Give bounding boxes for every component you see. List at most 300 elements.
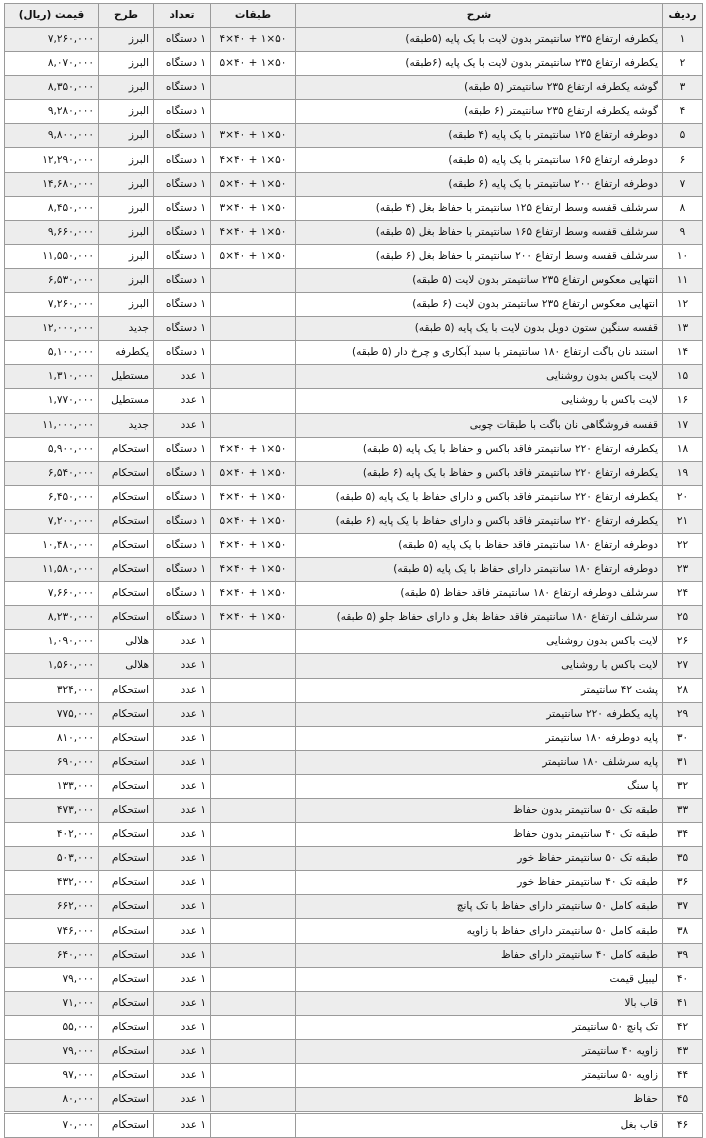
price-cell: ۳۲۴,۰۰۰ xyxy=(5,678,99,702)
price-cell: ۱۱,۰۰۰,۰۰۰ xyxy=(5,413,99,437)
count-cell: ۱ عدد xyxy=(154,1113,211,1138)
count-cell: ۱ دستگاه xyxy=(154,606,211,630)
price-cell: ۱۱,۵۸۰,۰۰۰ xyxy=(5,558,99,582)
table-row xyxy=(5,799,703,823)
table-row xyxy=(5,413,703,437)
row-number-cell: ۴۵ xyxy=(663,1088,703,1113)
shelves-cell xyxy=(211,268,296,292)
description-cell: لایت باکس بدون روشنایی xyxy=(296,630,663,654)
table-row xyxy=(5,461,703,485)
shelves-cell xyxy=(211,774,296,798)
description-cell: طبقه کامل ۵۰ سانتیمتر دارای حفاظ با تک پانچ xyxy=(296,895,663,919)
design-cell: البرز xyxy=(99,124,154,148)
count-cell: ۱ عدد xyxy=(154,967,211,991)
shelves-cell: ۵×۴۰ + ۱×۵۰ xyxy=(211,52,296,76)
row-number-cell: ۱۶ xyxy=(663,389,703,413)
row-number-cell: ۲۰ xyxy=(663,485,703,509)
description-cell: سرشلف قفسه وسط ارتفاع ۱۲۵ سانتیمتر با حفاظ بغل (۴ طبقه) xyxy=(296,196,663,220)
design-cell: استحکام xyxy=(99,871,154,895)
count-cell: ۱ دستگاه xyxy=(154,558,211,582)
table-row xyxy=(5,823,703,847)
count-cell: ۱ عدد xyxy=(154,630,211,654)
table-row xyxy=(5,678,703,702)
description-cell: لیبیل قیمت xyxy=(296,967,663,991)
price-cell: ۵۵,۰۰۰ xyxy=(5,1015,99,1039)
count-cell: ۱ عدد xyxy=(154,702,211,726)
count-cell: ۱ عدد xyxy=(154,413,211,437)
table-row xyxy=(5,1064,703,1088)
price-cell: ۶۹۰,۰۰۰ xyxy=(5,750,99,774)
description-cell: سرشلف ارتفاع ۱۸۰ سانتیمتر فاقد حفاظ بغل و دارای حفاظ جلو (۵ طبقه) xyxy=(296,606,663,630)
row-number-cell: ۲ xyxy=(663,52,703,76)
table-row xyxy=(5,268,703,292)
table-row xyxy=(5,485,703,509)
row-number-cell: ۲۸ xyxy=(663,678,703,702)
table-row xyxy=(5,606,703,630)
row-number-cell: ۲۵ xyxy=(663,606,703,630)
price-cell: ۱,۷۷۰,۰۰۰ xyxy=(5,389,99,413)
table-row xyxy=(5,52,703,76)
design-cell: استحکام xyxy=(99,1088,154,1113)
shelves-cell xyxy=(211,654,296,678)
count-cell: ۱ دستگاه xyxy=(154,317,211,341)
description-cell: طبقه کامل ۵۰ سانتیمتر دارای حفاظ با زاویه xyxy=(296,919,663,943)
design-cell: البرز xyxy=(99,244,154,268)
count-cell: ۱ دستگاه xyxy=(154,100,211,124)
shelves-cell: ۴×۴۰ + ۱×۵۰ xyxy=(211,558,296,582)
design-cell: استحکام xyxy=(99,750,154,774)
count-cell: ۱ عدد xyxy=(154,678,211,702)
description-cell: لایت باکس با روشنایی xyxy=(296,389,663,413)
row-number-cell: ۳۰ xyxy=(663,726,703,750)
row-number-cell: ۴ xyxy=(663,100,703,124)
description-cell: یکطرفه ارتفاع ۲۳۵ سانتیمتر بدون لایت با یک پایه (۵طبقه) xyxy=(296,28,663,52)
description-cell: طبقه کامل ۴۰ سانتیمتر دارای حفاظ xyxy=(296,943,663,967)
description-cell: پایه دوطرفه ۱۸۰ سانتیمتر xyxy=(296,726,663,750)
price-cell: ۱۰,۴۸۰,۰۰۰ xyxy=(5,533,99,557)
count-cell: ۱ دستگاه xyxy=(154,220,211,244)
design-cell: استحکام xyxy=(99,774,154,798)
table-row xyxy=(5,943,703,967)
row-number-cell: ۱۵ xyxy=(663,365,703,389)
row-number-cell: ۴۰ xyxy=(663,967,703,991)
shelves-cell: ۵×۴۰ + ۱×۵۰ xyxy=(211,172,296,196)
price-cell: ۵۰۳,۰۰۰ xyxy=(5,847,99,871)
shelves-cell: ۴×۴۰ + ۱×۵۰ xyxy=(211,582,296,606)
design-cell: البرز xyxy=(99,148,154,172)
row-number-cell: ۶ xyxy=(663,148,703,172)
shelves-cell xyxy=(211,943,296,967)
shelves-cell xyxy=(211,100,296,124)
design-cell: البرز xyxy=(99,268,154,292)
price-cell: ۸۱۰,۰۰۰ xyxy=(5,726,99,750)
description-cell: قاب بغل xyxy=(296,1113,663,1138)
price-cell: ۴۷۳,۰۰۰ xyxy=(5,799,99,823)
count-cell: ۱ عدد xyxy=(154,389,211,413)
row-number-cell: ۳۷ xyxy=(663,895,703,919)
table-row xyxy=(5,533,703,557)
price-cell: ۶۶۲,۰۰۰ xyxy=(5,895,99,919)
design-cell: استحکام xyxy=(99,943,154,967)
shelves-cell xyxy=(211,365,296,389)
description-cell: انتهایی معکوس ارتفاع ۲۳۵ سانتیمتر بدون لایت (۶ طبقه) xyxy=(296,293,663,317)
table-row xyxy=(5,509,703,533)
count-cell: ۱ دستگاه xyxy=(154,76,211,100)
row-number-cell: ۳۵ xyxy=(663,847,703,871)
shelves-cell xyxy=(211,702,296,726)
description-cell: گوشه یکطرفه ارتفاع ۲۳۵ سانتیمتر (۵ طبقه) xyxy=(296,76,663,100)
table-row xyxy=(5,76,703,100)
price-cell: ۷۹,۰۰۰ xyxy=(5,967,99,991)
row-number-cell: ۲۱ xyxy=(663,509,703,533)
row-number-cell: ۳۳ xyxy=(663,799,703,823)
count-cell: ۱ عدد xyxy=(154,895,211,919)
row-number-cell: ۴۴ xyxy=(663,1064,703,1088)
table-row xyxy=(5,895,703,919)
shelves-cell xyxy=(211,1113,296,1138)
description-cell: طبقه تک ۵۰ سانتیمتر بدون حفاظ xyxy=(296,799,663,823)
design-cell: استحکام xyxy=(99,437,154,461)
table-row xyxy=(5,1015,703,1039)
description-cell: پایه سرشلف ۱۸۰ سانتیمتر xyxy=(296,750,663,774)
description-cell: دوطرفه ارتفاع ۲۰۰ سانتیمتر با یک پایه (۶ طبقه) xyxy=(296,172,663,196)
price-cell: ۱,۵۶۰,۰۰۰ xyxy=(5,654,99,678)
row-number-cell: ۴۲ xyxy=(663,1015,703,1039)
count-cell: ۱ عدد xyxy=(154,1039,211,1063)
price-cell: ۱,۳۱۰,۰۰۰ xyxy=(5,365,99,389)
count-cell: ۱ عدد xyxy=(154,823,211,847)
price-cell: ۱۳۳,۰۰۰ xyxy=(5,774,99,798)
count-cell: ۱ عدد xyxy=(154,991,211,1015)
description-cell: یکطرفه ارتفاع ۲۲۰ سانتیمتر فاقد باکس و حفاظ با یک پایه (۶ طبقه) xyxy=(296,461,663,485)
price-cell: ۵,۱۰۰,۰۰۰ xyxy=(5,341,99,365)
design-cell: البرز xyxy=(99,220,154,244)
shelves-cell xyxy=(211,293,296,317)
row-number-cell: ۱۴ xyxy=(663,341,703,365)
shelves-cell: ۴×۴۰ + ۱×۵۰ xyxy=(211,533,296,557)
count-cell: ۱ عدد xyxy=(154,871,211,895)
design-cell: هلالی xyxy=(99,654,154,678)
count-cell: ۱ عدد xyxy=(154,1088,211,1113)
shelves-cell: ۴×۴۰ + ۱×۵۰ xyxy=(211,28,296,52)
description-cell: قفسه سنگین ستون دوبل بدون لایت با یک پایه (۵ طبقه) xyxy=(296,317,663,341)
count-cell: ۱ عدد xyxy=(154,750,211,774)
price-cell: ۱۲,۲۹۰,۰۰۰ xyxy=(5,148,99,172)
design-cell: یکطرفه xyxy=(99,341,154,365)
description-cell: تک پانچ ۵۰ سانتیمتر xyxy=(296,1015,663,1039)
price-cell: ۴۳۲,۰۰۰ xyxy=(5,871,99,895)
table-header xyxy=(5,4,703,28)
description-cell: پایه یکطرفه ۲۲۰ سانتیمتر xyxy=(296,702,663,726)
description-cell: دوطرفه ارتفاع ۱۶۵ سانتیمتر با یک پایه (۵ طبقه) xyxy=(296,148,663,172)
count-cell: ۱ عدد xyxy=(154,1015,211,1039)
row-number-cell: ۴۶ xyxy=(663,1113,703,1138)
price-cell: ۸۰,۰۰۰ xyxy=(5,1088,99,1113)
count-cell: ۱ عدد xyxy=(154,726,211,750)
count-cell: ۱ دستگاه xyxy=(154,533,211,557)
table-row xyxy=(5,124,703,148)
design-cell: استحکام xyxy=(99,895,154,919)
price-cell: ۴۰۲,۰۰۰ xyxy=(5,823,99,847)
count-cell: ۱ عدد xyxy=(154,1064,211,1088)
design-cell: استحکام xyxy=(99,847,154,871)
table-row xyxy=(5,1088,703,1113)
table-row xyxy=(5,582,703,606)
count-cell: ۱ دستگاه xyxy=(154,28,211,52)
row-number-cell: ۳۴ xyxy=(663,823,703,847)
shelves-cell xyxy=(211,341,296,365)
design-cell: استحکام xyxy=(99,967,154,991)
row-number-cell: ۴۳ xyxy=(663,1039,703,1063)
row-number-cell: ۴۱ xyxy=(663,991,703,1015)
design-cell: استحکام xyxy=(99,1039,154,1063)
count-cell: ۱ عدد xyxy=(154,943,211,967)
price-cell: ۹,۶۶۰,۰۰۰ xyxy=(5,220,99,244)
row-number-cell: ۱۳ xyxy=(663,317,703,341)
price-cell: ۹۷,۰۰۰ xyxy=(5,1064,99,1088)
design-cell: استحکام xyxy=(99,991,154,1015)
design-cell: استحکام xyxy=(99,823,154,847)
shelves-cell: ۴×۴۰ + ۱×۵۰ xyxy=(211,606,296,630)
count-cell: ۱ دستگاه xyxy=(154,268,211,292)
description-cell: پشت ۴۲ سانتیمتر xyxy=(296,678,663,702)
count-cell: ۱ عدد xyxy=(154,365,211,389)
table-row xyxy=(5,558,703,582)
description-cell: طبقه تک ۴۰ سانتیمتر بدون حفاظ xyxy=(296,823,663,847)
shelves-cell: ۴×۴۰ + ۱×۵۰ xyxy=(211,220,296,244)
price-cell: ۷,۲۰۰,۰۰۰ xyxy=(5,509,99,533)
price-cell: ۸,۳۵۰,۰۰۰ xyxy=(5,76,99,100)
table-row xyxy=(5,341,703,365)
count-cell: ۱ دستگاه xyxy=(154,148,211,172)
price-cell: ۱۴,۶۸۰,۰۰۰ xyxy=(5,172,99,196)
shelves-cell xyxy=(211,847,296,871)
table-row xyxy=(5,244,703,268)
shelves-cell xyxy=(211,1088,296,1113)
table-row xyxy=(5,317,703,341)
count-cell: ۱ عدد xyxy=(154,847,211,871)
design-cell: استحکام xyxy=(99,1064,154,1088)
count-cell: ۱ دستگاه xyxy=(154,461,211,485)
design-cell: البرز xyxy=(99,172,154,196)
row-number-cell: ۲۶ xyxy=(663,630,703,654)
description-cell: لایت باکس بدون روشنایی xyxy=(296,365,663,389)
row-number-cell: ۳۹ xyxy=(663,943,703,967)
header-design: طرح xyxy=(99,4,154,28)
header-row-number: ردیف xyxy=(663,4,703,28)
price-list-table xyxy=(4,3,703,1138)
row-number-cell: ۲۷ xyxy=(663,654,703,678)
design-cell: استحکام xyxy=(99,509,154,533)
shelves-cell xyxy=(211,1064,296,1088)
shelves-cell: ۵×۴۰ + ۱×۵۰ xyxy=(211,461,296,485)
row-number-cell: ۱۱ xyxy=(663,268,703,292)
description-cell: دوطرفه ارتفاع ۱۸۰ سانتیمتر دارای حفاظ با یک پایه (۵ طبقه) xyxy=(296,558,663,582)
price-cell: ۱,۰۹۰,۰۰۰ xyxy=(5,630,99,654)
design-cell: البرز xyxy=(99,52,154,76)
design-cell: استحکام xyxy=(99,1113,154,1138)
price-cell: ۸,۴۵۰,۰۰۰ xyxy=(5,196,99,220)
price-cell: ۱۲,۰۰۰,۰۰۰ xyxy=(5,317,99,341)
design-cell: استحکام xyxy=(99,558,154,582)
table-row xyxy=(5,1113,703,1138)
description-cell: یکطرفه ارتفاع ۲۲۰ سانتیمتر فاقد باکس و دارای حفاظ با یک پایه (۵ طبقه) xyxy=(296,485,663,509)
shelves-cell xyxy=(211,823,296,847)
description-cell: زاویه ۴۰ سانتیمتر xyxy=(296,1039,663,1063)
table-row xyxy=(5,991,703,1015)
description-cell: دوطرفه ارتفاع ۱۲۵ سانتیمتر با یک پایه (۴ طبقه) xyxy=(296,124,663,148)
row-number-cell: ۱۸ xyxy=(663,437,703,461)
count-cell: ۱ دستگاه xyxy=(154,485,211,509)
description-cell: قاب بالا xyxy=(296,991,663,1015)
price-cell: ۷,۲۶۰,۰۰۰ xyxy=(5,293,99,317)
table-row xyxy=(5,196,703,220)
row-number-cell: ۳۸ xyxy=(663,919,703,943)
design-cell: استحکام xyxy=(99,485,154,509)
price-cell: ۹,۸۰۰,۰۰۰ xyxy=(5,124,99,148)
row-number-cell: ۲۴ xyxy=(663,582,703,606)
price-cell: ۷۰,۰۰۰ xyxy=(5,1113,99,1138)
price-cell: ۶,۵۴۰,۰۰۰ xyxy=(5,461,99,485)
row-number-cell: ۲۳ xyxy=(663,558,703,582)
description-cell: حفاظ xyxy=(296,1088,663,1113)
count-cell: ۱ دستگاه xyxy=(154,293,211,317)
description-cell: سرشلف قفسه وسط ارتفاع ۲۰۰ سانتیمتر با حفاظ بغل (۶ طبقه) xyxy=(296,244,663,268)
shelves-cell xyxy=(211,1015,296,1039)
design-cell: مستطیل xyxy=(99,365,154,389)
header-price: قیمت (ریال) xyxy=(5,4,99,28)
description-cell: لایت باکس با روشنایی xyxy=(296,654,663,678)
design-cell: هلالی xyxy=(99,630,154,654)
shelves-cell xyxy=(211,919,296,943)
row-number-cell: ۲۲ xyxy=(663,533,703,557)
header-description: شرح xyxy=(296,4,663,28)
shelves-cell xyxy=(211,799,296,823)
price-cell: ۷۱,۰۰۰ xyxy=(5,991,99,1015)
count-cell: ۱ دستگاه xyxy=(154,124,211,148)
price-cell: ۸,۰۷۰,۰۰۰ xyxy=(5,52,99,76)
description-cell: یکطرفه ارتفاع ۲۳۵ سانتیمتر بدون لایت با یک پایه (۶طبقه) xyxy=(296,52,663,76)
table-row xyxy=(5,847,703,871)
shelves-cell xyxy=(211,750,296,774)
design-cell: استحکام xyxy=(99,678,154,702)
shelves-cell: ۳×۴۰ + ۱×۵۰ xyxy=(211,124,296,148)
shelves-cell: ۳×۴۰ + ۱×۵۰ xyxy=(211,196,296,220)
design-cell: مستطیل xyxy=(99,389,154,413)
count-cell: ۱ عدد xyxy=(154,774,211,798)
design-cell: جدید xyxy=(99,317,154,341)
row-number-cell: ۱۲ xyxy=(663,293,703,317)
price-cell: ۷۴۶,۰۰۰ xyxy=(5,919,99,943)
count-cell: ۱ دستگاه xyxy=(154,437,211,461)
table-row xyxy=(5,437,703,461)
price-cell: ۷۹,۰۰۰ xyxy=(5,1039,99,1063)
price-cell: ۷,۲۶۰,۰۰۰ xyxy=(5,28,99,52)
table-row xyxy=(5,871,703,895)
table-row xyxy=(5,774,703,798)
price-cell: ۶,۵۳۰,۰۰۰ xyxy=(5,268,99,292)
row-number-cell: ۳ xyxy=(663,76,703,100)
table-row xyxy=(5,28,703,52)
row-number-cell: ۳۱ xyxy=(663,750,703,774)
design-cell: استحکام xyxy=(99,919,154,943)
price-cell: ۶,۴۵۰,۰۰۰ xyxy=(5,485,99,509)
design-cell: استحکام xyxy=(99,702,154,726)
shelves-cell: ۴×۴۰ + ۱×۵۰ xyxy=(211,437,296,461)
design-cell: استحکام xyxy=(99,582,154,606)
shelves-cell xyxy=(211,413,296,437)
description-cell: سرشلف قفسه وسط ارتفاع ۱۶۵ سانتیمتر با حفاظ بغل (۵ طبقه) xyxy=(296,220,663,244)
table-row xyxy=(5,172,703,196)
price-cell: ۷۷۵,۰۰۰ xyxy=(5,702,99,726)
row-number-cell: ۵ xyxy=(663,124,703,148)
count-cell: ۱ عدد xyxy=(154,654,211,678)
table-row xyxy=(5,365,703,389)
design-cell: استحکام xyxy=(99,799,154,823)
table-row xyxy=(5,148,703,172)
description-cell: طبقه تک ۴۰ سانتیمتر حفاظ خور xyxy=(296,871,663,895)
header-row xyxy=(5,4,703,28)
header-count: تعداد xyxy=(154,4,211,28)
design-cell: جدید xyxy=(99,413,154,437)
count-cell: ۱ دستگاه xyxy=(154,509,211,533)
price-cell: ۵,۹۰۰,۰۰۰ xyxy=(5,437,99,461)
design-cell: البرز xyxy=(99,28,154,52)
count-cell: ۱ عدد xyxy=(154,799,211,823)
design-cell: استحکام xyxy=(99,1015,154,1039)
table-body xyxy=(5,28,703,1138)
table-row xyxy=(5,919,703,943)
design-cell: البرز xyxy=(99,293,154,317)
table-row xyxy=(5,1039,703,1063)
description-cell: طبقه تک ۵۰ سانتیمتر حفاظ خور xyxy=(296,847,663,871)
shelves-cell: ۴×۴۰ + ۱×۵۰ xyxy=(211,148,296,172)
design-cell: استحکام xyxy=(99,726,154,750)
table-row xyxy=(5,702,703,726)
row-number-cell: ۷ xyxy=(663,172,703,196)
row-number-cell: ۱ xyxy=(663,28,703,52)
table-row xyxy=(5,293,703,317)
description-cell: دوطرفه ارتفاع ۱۸۰ سانتیمتر فاقد حفاظ با یک پایه (۵ طبقه) xyxy=(296,533,663,557)
design-cell: البرز xyxy=(99,196,154,220)
description-cell: انتهایی معکوس ارتفاع ۲۳۵ سانتیمتر بدون لایت (۵ طبقه) xyxy=(296,268,663,292)
shelves-cell: ۵×۴۰ + ۱×۵۰ xyxy=(211,244,296,268)
shelves-cell: ۵×۴۰ + ۱×۵۰ xyxy=(211,509,296,533)
shelves-cell xyxy=(211,678,296,702)
shelves-cell xyxy=(211,317,296,341)
count-cell: ۱ دستگاه xyxy=(154,244,211,268)
table-row xyxy=(5,654,703,678)
row-number-cell: ۲۹ xyxy=(663,702,703,726)
shelves-cell xyxy=(211,895,296,919)
description-cell: استند نان باگت ارتفاع ۱۸۰ سانتیمتر با سبد آبکاری و چرخ دار (۵ طبقه) xyxy=(296,341,663,365)
shelves-cell: ۴×۴۰ + ۱×۵۰ xyxy=(211,485,296,509)
table-row xyxy=(5,750,703,774)
price-cell: ۱۱,۵۵۰,۰۰۰ xyxy=(5,244,99,268)
description-cell: یکطرفه ارتفاع ۲۲۰ سانتیمتر فاقد باکس و دارای حفاظ با یک پایه (۶ طبقه) xyxy=(296,509,663,533)
design-cell: البرز xyxy=(99,100,154,124)
price-cell: ۷,۶۶۰,۰۰۰ xyxy=(5,582,99,606)
row-number-cell: ۱۷ xyxy=(663,413,703,437)
description-cell: زاویه ۵۰ سانتیمتر xyxy=(296,1064,663,1088)
row-number-cell: ۱۹ xyxy=(663,461,703,485)
shelves-cell xyxy=(211,967,296,991)
table-row xyxy=(5,967,703,991)
shelves-cell xyxy=(211,991,296,1015)
description-cell: یکطرفه ارتفاع ۲۲۰ سانتیمتر فاقد باکس و حفاظ با یک پایه (۵ طبقه) xyxy=(296,437,663,461)
table-row xyxy=(5,220,703,244)
shelves-cell xyxy=(211,389,296,413)
